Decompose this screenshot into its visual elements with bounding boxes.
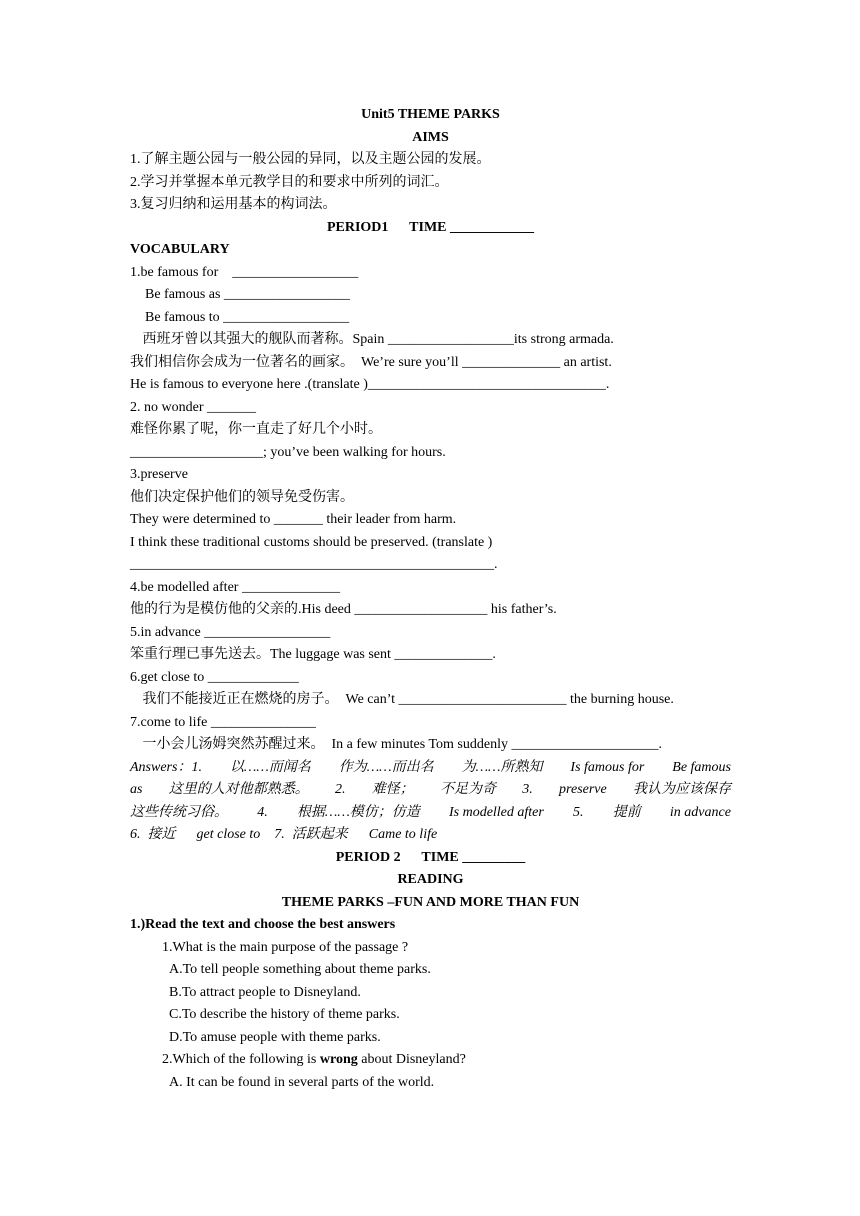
answer-segment: 3. [522,782,533,797]
vocab-line: Be famous to __________________ [145,309,350,325]
aims-heading: AIMS [412,129,449,145]
answer-segment: 这些传统习俗。 [130,804,228,820]
vocab-line: ___________________; you’ve been walking for hours. [130,444,446,460]
answer-segment: 作为……而出名 [338,759,434,775]
task-instruction: 1.)Read the text and choose the best answers [130,917,396,932]
answer-segment: 难怪； [371,782,414,797]
passage-title: THEME PARKS –FUN AND MORE THAN FUN [281,894,580,910]
answer-segment: Is famous for [570,759,645,775]
unit-title: Unit5 THEME PARKS [361,107,500,122]
question-stem-text: about Disneyland? [357,1052,466,1067]
answer-segment: 以……而闻名 [229,759,311,775]
vocab-line: He is famous to everyone here .(translate )__________________________________. [130,377,610,392]
vocab-line: Be famous as __________________ [145,287,350,302]
vocab-line: 笨重行理已事先送去。The luggage was sent ______________. [130,647,496,662]
answer-segment: 4. [257,804,268,820]
vocab-line: 4.be modelled after ______________ [130,579,340,595]
vocab-line: 我们不能接近正在燃烧的房子。 We can’t ________________________ the burning house. [139,692,674,707]
answer-segment: as [130,782,143,797]
vocab-line: They were determined to _______ their leader from harm. [130,512,457,527]
vocab-line: 6.get close to _____________ [130,669,299,685]
answer-segment: 我认为应该保存 [633,782,731,797]
answer-segment: 5. [573,804,584,820]
answer-option: A. It can be found in several parts of the world. [169,1074,435,1090]
question-stem-text: 2.Which of the following is [162,1052,320,1067]
vocab-line: 难怪你累了呢，你一直走了好几个小时。 [130,422,382,437]
answer-segment: 根据……模仿；仿造 [296,804,420,820]
answer-option: B.To attract people to Disneyland. [169,984,361,1000]
vocab-line: ____________________________________________________. [130,557,498,572]
question-stem-emphasis: wrong [319,1052,358,1067]
aims-item: 3.复习归纳和运用基本的构词法。 [130,197,337,212]
vocab-line: 一小会儿汤姆突然苏醒过来。 In a few minutes Tom suddenly _____________________. [139,737,662,752]
answers-line: 6. 接近 get close to 7. 活跃起来 Came to life [130,827,438,842]
vocab-line: I think these traditional customs should be preserved. (translate ) [130,534,493,550]
vocab-line: 7.come to life _______________ [130,714,316,730]
answer-segment: Answers：1. [130,759,202,775]
answer-segment: 提前 [612,804,641,820]
vocab-line: 我们相信你会成为一位著名的画家。 We’re sure you’ll ______________ an artist. [130,354,612,370]
period2-heading: PERIOD 2 TIME _________ [335,849,526,865]
aims-item: 1.了解主题公园与一般公园的异同，以及主题公园的发展。 [130,152,491,167]
answers-line [130,757,731,780]
period1-heading: PERIOD1 TIME ____________ [326,219,535,235]
answer-segment: Be famous [672,759,731,775]
vocab-line: 他们决定保护他们的领导免受伤害。 [130,489,354,505]
reading-heading: READING [397,872,464,887]
answer-option: D.To amuse people with theme parks. [169,1029,381,1045]
answers-line [130,802,731,825]
vocab-line: 他的行为是模仿他的父亲的.His deed ___________________ his father’s. [130,602,557,617]
worksheet-page [130,104,731,1094]
answer-option: C.To describe the history of theme parks. [169,1007,400,1022]
answer-segment: Is modelled after [448,804,544,820]
vocab-line: 1.be famous for __________________ [130,264,359,280]
answer-segment: 为……所熟知 [461,759,543,775]
question-stem: 1.What is the main purpose of the passage ? [162,939,409,955]
answer-segment: 这里的人对他都熟悉。 [168,782,309,797]
answer-segment: 不足为奇 [440,782,497,797]
answer-segment: in advance [669,804,731,820]
question-stem [130,1049,731,1072]
aims-item: 2.学习并掌握本单元教学目的和要求中所列的词汇。 [130,174,449,190]
vocabulary-heading: VOCABULARY [130,242,230,257]
answer-option: A.To tell people something about theme parks. [169,962,431,977]
vocab-line: 5.in advance __________________ [130,624,331,640]
vocab-line: 2. no wonder _______ [130,399,256,415]
answers-line [130,779,731,802]
vocab-line: 3.preserve [130,467,188,482]
answer-segment: 2. [334,782,346,797]
vocab-line: 西班牙曾以其强大的舰队而著称。Spain __________________its strong armada. [139,332,614,347]
answer-segment: preserve [559,782,607,797]
